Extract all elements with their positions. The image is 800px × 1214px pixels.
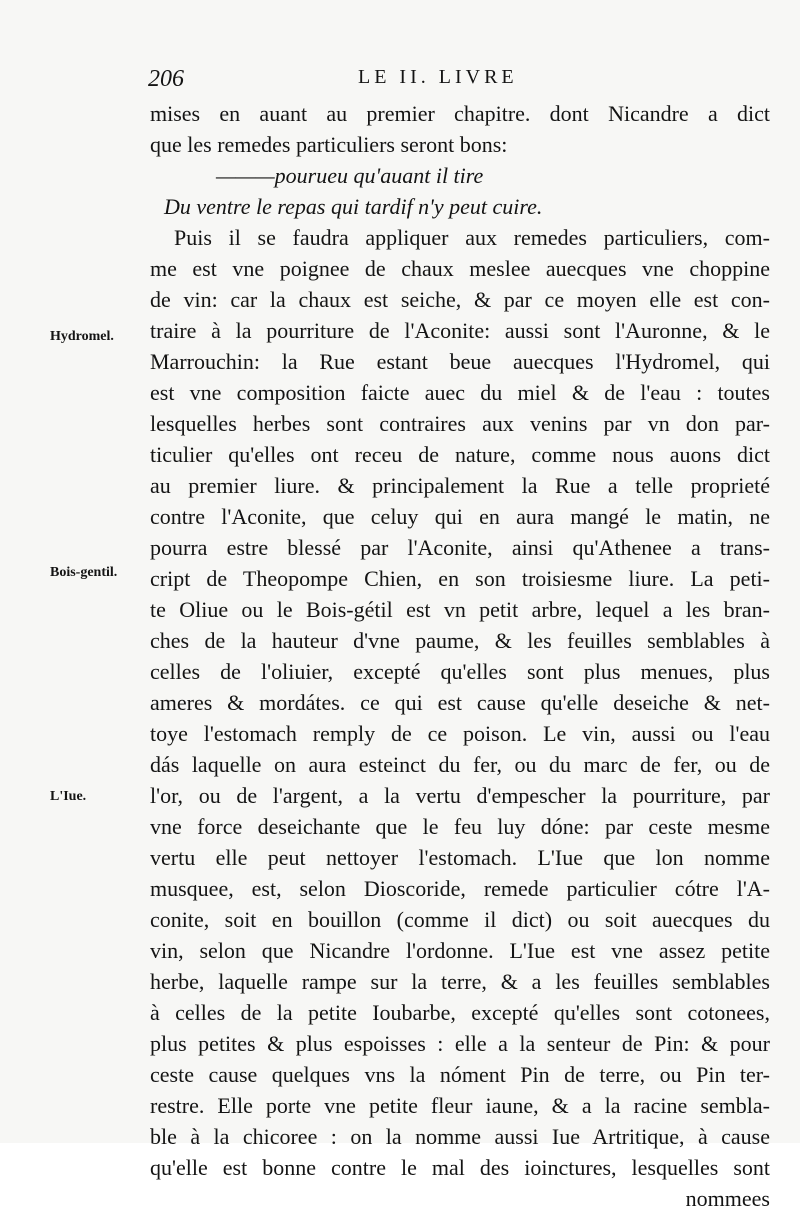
text-line: cript de Theopompe Chien, en son troisiesme liure. La peti- bbox=[150, 566, 770, 591]
text-line: dás laquelle on aura esteinct du fer, ou du marc de fer, ou de bbox=[150, 752, 770, 777]
text-line: traire à la pourriture de l'Aconite: aussi sont l'Auronne, & le bbox=[150, 318, 770, 343]
body-text bbox=[150, 98, 770, 1214]
text-line: ble à la chicoree : on la nomme aussi Iue Artritique, à cause bbox=[150, 1124, 770, 1149]
text-line: ameres & mordátes. ce qui est cause qu'elle deseiche & net- bbox=[150, 690, 770, 715]
text-line: de vin: car la chaux est seiche, & par ce moyen elle est con- bbox=[150, 287, 770, 312]
text-line: est vne composition faicte auec du miel & de l'eau : toutes bbox=[150, 380, 770, 405]
text-line: restre. Elle porte vne petite fleur iaune, & a la racine sembla- bbox=[150, 1093, 770, 1118]
running-head: LE II. LIVRE bbox=[358, 66, 518, 88]
text-line: plus petites & plus espoisses : elle a la senteur de Pin: & pour bbox=[150, 1031, 770, 1056]
text-line: qu'elle est bonne contre le mal des ioinctures, lesquelles sont bbox=[150, 1155, 770, 1180]
text-line: l'or, ou de l'argent, a la vertu d'empescher la pourriture, par bbox=[150, 783, 770, 808]
page-header bbox=[148, 60, 768, 96]
text-line: au premier liure. & principalement la Rue a telle proprieté bbox=[150, 473, 770, 498]
text-line: vertu elle peut nettoyer l'estomach. L'Iue que lon nomme bbox=[150, 845, 770, 870]
page-number: 206 bbox=[148, 66, 184, 92]
text-line: herbe, laquelle rampe sur la terre, & a les feuilles semblables bbox=[150, 969, 770, 994]
text-line: ches de la hauteur d'vne paume, & les feuilles semblables à bbox=[150, 628, 770, 653]
text-line: vne force deseichante que le feu luy dóne: par ceste mesme bbox=[150, 814, 770, 839]
text-line: Marrouchin: la Rue estant beue auecques l'Hydromel, qui bbox=[150, 349, 770, 374]
text-line: Puis il se faudra appliquer aux remedes particuliers, com- bbox=[174, 225, 770, 250]
text-line: lesquelles herbes sont contraires aux venins par vn don par- bbox=[150, 411, 770, 436]
text-line: ceste cause quelques vns la nóment Pin de terre, ou Pin ter- bbox=[150, 1062, 770, 1087]
text-line: celles de l'oliuier, excepté qu'elles sont plus menues, plus bbox=[150, 659, 770, 684]
text-line: te Oliue ou le Bois-gétil est vn petit arbre, lequel a les bran- bbox=[150, 597, 770, 622]
text-line: que les remedes particuliers seront bons: bbox=[150, 132, 508, 157]
margin-note-iue: L'Iue. bbox=[50, 789, 87, 804]
verse-line: Du ventre le repas qui tardif n'y peut cuire. bbox=[164, 194, 543, 219]
text-line: mises en auant au premier chapitre. dont Nicandre a dict bbox=[150, 101, 770, 126]
text-line: toye l'estomach remply de ce poison. Le vin, aussi ou l'eau bbox=[150, 721, 770, 746]
text-line: musquee, est, selon Dioscoride, remede particulier cótre l'A- bbox=[150, 876, 770, 901]
text-line: contre l'Aconite, que celuy qui en aura mangé le matin, ne bbox=[150, 504, 770, 529]
text-line: me est vne poignee de chaux meslee auecques vne choppine bbox=[150, 256, 770, 281]
verse-line: ———pourueu qu'auant il tire bbox=[216, 163, 484, 188]
margin-note-hydromel: Hydromel. bbox=[50, 329, 114, 344]
text-line: conite, soit en bouillon (comme il dict) ou soit auecques du bbox=[150, 907, 770, 932]
text-line: vin, selon que Nicandre l'ordonne. L'Iue est vne assez petite bbox=[150, 938, 770, 963]
text-line: pourra estre blessé par l'Aconite, ainsi qu'Athenee a trans- bbox=[150, 535, 770, 560]
text-line: à celles de la petite Ioubarbe, excepté qu'elles sont cotonees, bbox=[150, 1000, 770, 1025]
catchword: nommees bbox=[685, 1186, 770, 1211]
text-line: ticulier qu'elles ont receu de nature, comme nous auons dict bbox=[150, 442, 770, 467]
margin-note-bois-gentil: Bois-gentil. bbox=[50, 565, 118, 580]
